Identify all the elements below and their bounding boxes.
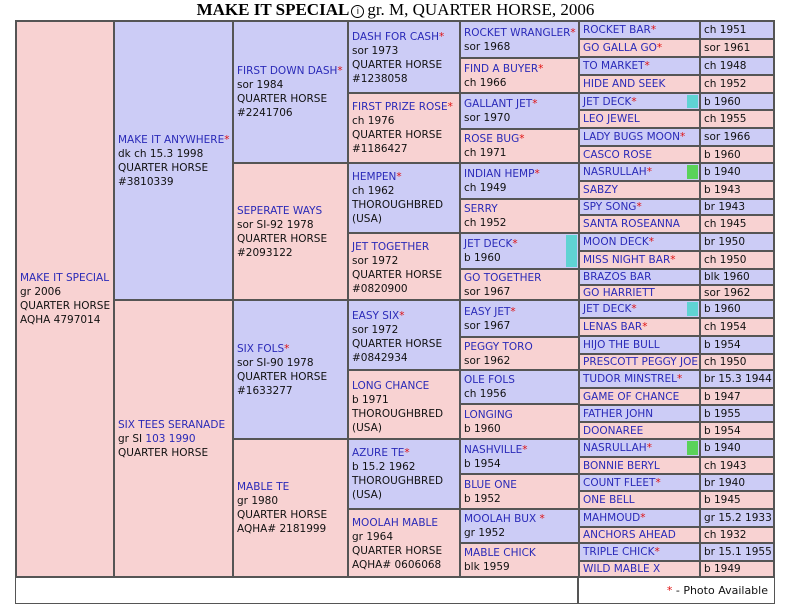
gen3-ancestor[interactable]: SIX FOLS* sor SI-90 1978 QUARTER HORSE #1633277 bbox=[233, 300, 348, 439]
gen6-ancestor-info: b 1955 bbox=[700, 405, 774, 422]
gen6-ancestor[interactable] bbox=[579, 439, 700, 457]
page-title bbox=[0, 0, 791, 20]
gen5-ancestor[interactable]: GALLANT JET* sor 1970 bbox=[460, 93, 579, 129]
photo-legend bbox=[578, 577, 775, 604]
horse-name[interactable]: MABLE TE bbox=[237, 481, 290, 493]
gen6-ancestor-info: b 1954 bbox=[700, 336, 774, 354]
gen6-ancestor-info: b 1940 bbox=[700, 163, 774, 181]
gen5-ancestor[interactable]: MOOLAH BUX * gr 1952 bbox=[460, 509, 579, 543]
gen6-ancestor-info: br 1940 bbox=[700, 474, 774, 491]
horse-name[interactable]: JET TOGETHER bbox=[352, 241, 430, 253]
gen6-ancestor-info: ch 1943 bbox=[700, 457, 774, 474]
line-breeding-marker bbox=[687, 165, 698, 179]
horse-name[interactable]: PEGGY TORO bbox=[464, 340, 533, 353]
horse-name[interactable]: SIX FOLS* bbox=[237, 342, 290, 355]
gen6-ancestor[interactable] bbox=[579, 543, 700, 561]
gen6-ancestor-info: b 1943 bbox=[700, 181, 774, 199]
horse-name[interactable]: ONE BELL bbox=[583, 494, 635, 506]
gen4-ancestor[interactable]: AZURE TE* b 15.2 1962 THOROUGHBRED (USA) bbox=[348, 439, 460, 509]
horse-name[interactable]: AZURE TE* bbox=[352, 447, 410, 459]
gen5-ancestor[interactable]: MABLE CHICK blk 1959 bbox=[460, 543, 579, 577]
gen6-ancestor-info: b 1960 bbox=[700, 93, 774, 110]
horse-name[interactable]: ROCKET WRANGLER* bbox=[464, 26, 576, 39]
gen6-ancestor[interactable] bbox=[579, 146, 700, 163]
horse-name[interactable]: TO MARKET* bbox=[583, 60, 650, 72]
gen5-ancestor[interactable]: LONGING b 1960 bbox=[460, 404, 579, 439]
gen6-ancestor-info: b 1949 bbox=[700, 561, 774, 577]
gen6-ancestor[interactable] bbox=[579, 561, 700, 577]
gen6-ancestor[interactable] bbox=[579, 199, 700, 215]
gen4-ancestor[interactable]: EASY SIX* sor 1972 QUARTER HORSE #0842934 bbox=[348, 300, 460, 370]
gen6-ancestor-info: sor 1961 bbox=[700, 39, 774, 57]
horse-name[interactable]: PRESCOTT PEGGY JOE bbox=[583, 356, 698, 368]
horse-name[interactable]: GALLANT JET* bbox=[464, 98, 538, 110]
gen6-ancestor[interactable] bbox=[579, 163, 700, 181]
gen6-ancestor-info: sor 1962 bbox=[700, 285, 774, 300]
gen6-ancestor-info: ch 1954 bbox=[700, 318, 774, 336]
gen5-ancestor[interactable]: SERRY ch 1952 bbox=[460, 199, 579, 233]
gen5-ancestor[interactable]: OLE FOLS ch 1956 bbox=[460, 370, 579, 404]
gen6-ancestor-info: b 1960 bbox=[700, 300, 774, 318]
gen6-ancestor-info: b 1954 bbox=[700, 422, 774, 439]
horse-name[interactable]: TRIPLE CHICK* bbox=[583, 546, 660, 558]
performance-link[interactable]: 103 1990 bbox=[145, 432, 196, 445]
horse-name[interactable]: MISS NIGHT BAR* bbox=[583, 254, 676, 266]
gen6-ancestor[interactable] bbox=[579, 354, 700, 370]
gen5-ancestor[interactable]: INDIAN HEMP* ch 1949 bbox=[460, 163, 579, 199]
gen6-ancestor[interactable] bbox=[579, 285, 700, 300]
horse-name[interactable]: LONGING bbox=[464, 408, 513, 421]
horse-name[interactable]: JET DECK* bbox=[464, 238, 518, 250]
gen6-ancestor[interactable] bbox=[579, 527, 700, 543]
pedigree-chart bbox=[15, 20, 775, 577]
dam[interactable]: SIX TEES SERANADE gr SI 103 1990 QUARTER HORSE bbox=[114, 300, 233, 577]
gen4-ancestor[interactable]: DASH FOR CASH* sor 1973 QUARTER HORSE #1238058 bbox=[348, 21, 460, 93]
gen6-ancestor[interactable] bbox=[579, 457, 700, 474]
horse-name[interactable]: TUDOR MINSTREL* bbox=[583, 373, 683, 385]
gen4-ancestor[interactable]: MOOLAH MABLE gr 1964 QUARTER HORSE AQHA# 0606068 bbox=[348, 509, 460, 577]
horse-name[interactable]: MOON DECK* bbox=[583, 236, 654, 248]
horse-name[interactable]: ANCHORS AHEAD bbox=[583, 529, 676, 541]
horse-name[interactable]: ROCKET BAR* bbox=[583, 24, 657, 36]
gen3-ancestor[interactable]: MABLE TE gr 1980 QUARTER HORSE AQHA# 2181999 bbox=[233, 439, 348, 577]
horse-name[interactable]: MAKE IT ANYWHERE* bbox=[118, 133, 230, 146]
gen6-ancestor[interactable] bbox=[579, 93, 700, 110]
gen4-ancestor[interactable]: JET TOGETHER sor 1972 QUARTER HORSE #0820900 bbox=[348, 233, 460, 300]
photo-star-marker: * bbox=[666, 584, 673, 597]
gen3-ancestor[interactable]: SEPERATE WAYS sor SI-92 1978 QUARTER HORSE #2093122 bbox=[233, 163, 348, 300]
gen5-ancestor[interactable]: ROCKET WRANGLER* sor 1968 bbox=[460, 21, 579, 58]
horse-name[interactable]: SABZY bbox=[583, 184, 618, 196]
horse-name[interactable]: INDIAN HEMP* bbox=[464, 168, 540, 180]
gen5-ancestor[interactable]: GO TOGETHER sor 1967 bbox=[460, 269, 579, 300]
footer-blank bbox=[15, 577, 578, 604]
gen6-ancestor-info: ch 1948 bbox=[700, 57, 774, 75]
gen6-ancestor[interactable] bbox=[579, 405, 700, 422]
horse-name-title: MAKE IT SPECIAL bbox=[196, 0, 350, 19]
gen6-ancestor[interactable] bbox=[579, 75, 700, 93]
gen4-ancestor[interactable]: LONG CHANCE b 1971 THOROUGHBRED (USA) bbox=[348, 370, 460, 439]
gen6-ancestor[interactable] bbox=[579, 491, 700, 509]
gen6-ancestor-info: b 1940 bbox=[700, 439, 774, 457]
horse-name[interactable]: MAKE IT SPECIAL bbox=[20, 272, 110, 284]
gen6-ancestor[interactable] bbox=[579, 474, 700, 491]
gen6-ancestor-info: br 1943 bbox=[700, 199, 774, 215]
horse-name[interactable]: LEO JEWEL bbox=[583, 113, 640, 125]
gen6-ancestor[interactable] bbox=[579, 509, 700, 527]
gen6-ancestor-info: ch 1950 bbox=[700, 251, 774, 269]
horse-name[interactable]: SPY SONG* bbox=[583, 201, 642, 213]
horse-name[interactable]: ROSE BUG* bbox=[464, 133, 525, 145]
gen6-ancestor-info: ch 1932 bbox=[700, 527, 774, 543]
horse-name[interactable]: LENAS BAR* bbox=[583, 321, 648, 333]
gen6-ancestor-info: br 1950 bbox=[700, 233, 774, 251]
gen6-ancestor[interactable] bbox=[579, 39, 700, 57]
gen6-ancestor-info: br 15.1 1955 bbox=[700, 543, 774, 561]
gen6-ancestor-info: b 1960 bbox=[700, 146, 774, 163]
gen5-ancestor[interactable]: EASY JET* sor 1967 bbox=[460, 300, 579, 337]
gen6-ancestor[interactable] bbox=[579, 336, 700, 354]
horse-name[interactable]: HIJO THE BULL bbox=[583, 339, 660, 351]
gen6-ancestor-info: sor 1966 bbox=[700, 128, 774, 146]
gen6-ancestor[interactable] bbox=[579, 269, 700, 285]
horse-name[interactable]: DOONAREE bbox=[583, 424, 644, 437]
gen6-ancestor[interactable] bbox=[579, 318, 700, 336]
horse-name[interactable]: CASCO ROSE bbox=[583, 148, 652, 161]
gen6-ancestor[interactable] bbox=[579, 388, 700, 405]
gen5-ancestor[interactable]: BLUE ONE b 1952 bbox=[460, 474, 579, 509]
horse-name[interactable]: EASY JET* bbox=[464, 305, 516, 318]
horse-name[interactable]: GAME OF CHANCE bbox=[583, 390, 680, 403]
horse-name[interactable]: MOOLAH MABLE bbox=[352, 517, 439, 529]
horse-name[interactable]: JET DECK* bbox=[583, 95, 637, 108]
horse-name[interactable]: MOOLAH BUX * bbox=[464, 513, 545, 525]
horse-name[interactable]: SEPERATE WAYS bbox=[237, 204, 323, 217]
horse-name[interactable]: DASH FOR CASH* bbox=[352, 31, 445, 43]
gen6-ancestor-info: b 1947 bbox=[700, 388, 774, 405]
gen5-ancestor[interactable]: JET DECK* b 1960 bbox=[460, 233, 579, 269]
horse-name[interactable]: MABLE CHICK bbox=[464, 547, 536, 559]
horse-name[interactable]: HEMPEN* bbox=[352, 171, 402, 183]
gen4-ancestor[interactable]: HEMPEN* ch 1962 THOROUGHBRED (USA) bbox=[348, 163, 460, 233]
horse-name[interactable]: GO HARRIETT bbox=[583, 286, 655, 299]
subject-horse[interactable]: MAKE IT SPECIAL gr 2006 QUARTER HORSE AQHA 4797014 bbox=[16, 21, 114, 577]
horse-name[interactable]: MAHMOUD* bbox=[583, 512, 646, 524]
horse-name[interactable]: FIRST PRIZE ROSE* bbox=[352, 101, 453, 113]
gen6-ancestor-info: b 1945 bbox=[700, 491, 774, 509]
gen3-ancestor[interactable]: FIRST DOWN DASH* sor 1984 QUARTER HORSE #2241706 bbox=[233, 21, 348, 163]
gen6-ancestor[interactable] bbox=[579, 128, 700, 146]
line-breeding-marker bbox=[687, 95, 698, 108]
gen6-ancestor-info: blk 1960 bbox=[700, 269, 774, 285]
horse-name[interactable]: HIDE AND SEEK bbox=[583, 78, 666, 90]
gen6-ancestor[interactable] bbox=[579, 57, 700, 75]
gen6-ancestor[interactable] bbox=[579, 181, 700, 199]
horse-name[interactable]: NASHVILLE* bbox=[464, 443, 528, 456]
photo-legend-text: - Photo Available bbox=[675, 584, 768, 597]
horse-name[interactable]: NASRULLAH* bbox=[583, 166, 652, 178]
gen5-ancestor[interactable]: FIND A BUYER* ch 1966 bbox=[460, 58, 579, 93]
gen6-ancestor-info: br 15.3 1944 bbox=[700, 370, 774, 388]
horse-name[interactable]: OLE FOLS bbox=[464, 374, 515, 386]
gen6-ancestor[interactable] bbox=[579, 21, 700, 39]
gen5-ancestor[interactable]: NASHVILLE* b 1954 bbox=[460, 439, 579, 474]
horse-name[interactable]: SIX TEES SERANADE bbox=[118, 418, 226, 431]
info-icon[interactable]: i bbox=[351, 5, 364, 18]
horse-name[interactable]: BLUE ONE bbox=[464, 478, 517, 491]
horse-name[interactable]: SANTA ROSEANNA bbox=[583, 218, 680, 230]
gen6-ancestor-info: gr 15.2 1933 bbox=[700, 509, 774, 527]
horse-name[interactable]: FIRST DOWN DASH* bbox=[237, 65, 343, 77]
horse-name[interactable]: FATHER JOHN bbox=[583, 407, 654, 420]
gen6-ancestor-info: ch 1952 bbox=[700, 75, 774, 93]
sire[interactable]: MAKE IT ANYWHERE* dk ch 15.3 1998 QUARTER HORSE #3810339 bbox=[114, 21, 233, 300]
horse-name[interactable]: SERRY bbox=[464, 203, 498, 215]
gen6-ancestor[interactable] bbox=[579, 233, 700, 251]
gen6-ancestor-info: ch 1945 bbox=[700, 215, 774, 233]
horse-name[interactable]: WILD MABLE X bbox=[583, 563, 661, 575]
gen6-ancestor[interactable] bbox=[579, 251, 700, 269]
gen6-ancestor[interactable] bbox=[579, 110, 700, 128]
horse-details: gr. M, QUARTER HORSE, 2006 bbox=[367, 0, 595, 19]
gen6-ancestor[interactable] bbox=[579, 300, 700, 318]
gen6-ancestor[interactable] bbox=[579, 370, 700, 388]
horse-name[interactable]: COUNT FLEET* bbox=[583, 476, 661, 489]
horse-name[interactable]: BRAZOS BAR bbox=[583, 271, 652, 283]
horse-name[interactable]: GO GALLA GO* bbox=[583, 42, 663, 54]
line-breeding-marker bbox=[566, 235, 577, 267]
gen5-ancestor[interactable]: ROSE BUG* ch 1971 bbox=[460, 129, 579, 163]
gen4-ancestor[interactable]: FIRST PRIZE ROSE* ch 1976 QUARTER HORSE #1186427 bbox=[348, 93, 460, 163]
line-breeding-marker bbox=[687, 302, 698, 316]
gen6-ancestor-info: ch 1951 bbox=[700, 21, 774, 39]
horse-name[interactable]: JET DECK* bbox=[583, 303, 637, 315]
horse-name[interactable]: BONNIE BERYL bbox=[583, 459, 660, 472]
gen6-ancestor-info: ch 1950 bbox=[700, 354, 774, 370]
gen6-ancestor[interactable] bbox=[579, 215, 700, 233]
horse-name[interactable]: EASY SIX* bbox=[352, 310, 405, 322]
horse-name[interactable]: LADY BUGS MOON* bbox=[583, 131, 686, 143]
gen5-ancestor[interactable]: PEGGY TORO sor 1962 bbox=[460, 337, 579, 370]
line-breeding-marker bbox=[687, 441, 698, 455]
horse-name[interactable]: FIND A BUYER* bbox=[464, 62, 544, 75]
gen6-ancestor-info: ch 1955 bbox=[700, 110, 774, 128]
gen6-ancestor[interactable] bbox=[579, 422, 700, 439]
horse-name[interactable]: LONG CHANCE bbox=[352, 380, 430, 392]
horse-name[interactable]: NASRULLAH* bbox=[583, 442, 652, 454]
horse-name[interactable]: GO TOGETHER bbox=[464, 271, 542, 284]
